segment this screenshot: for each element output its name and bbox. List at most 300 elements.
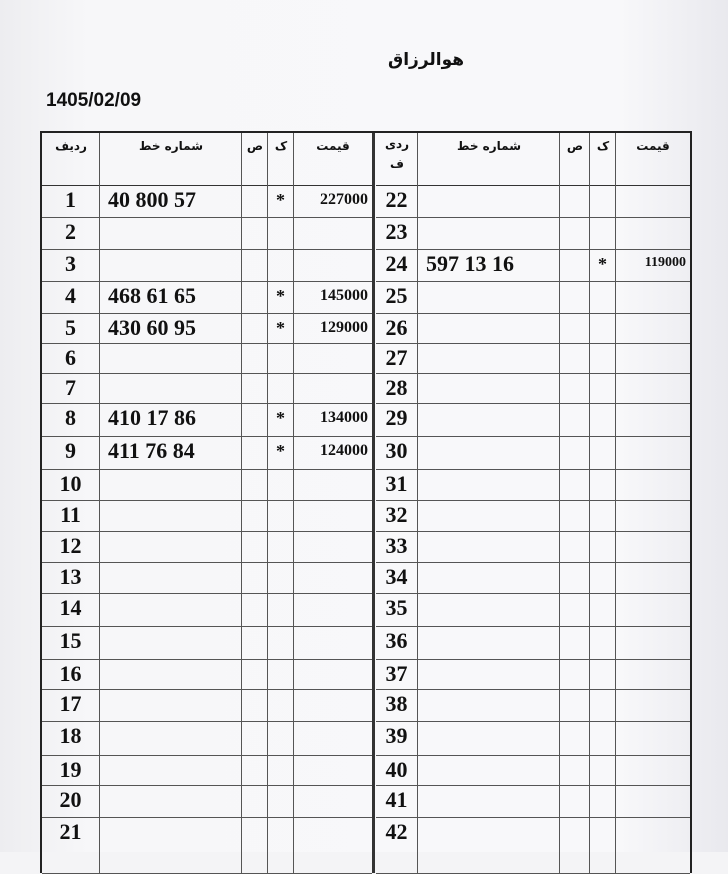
price-value: 129000 [320,319,368,336]
row-number: 25 [385,283,408,308]
k-cell [268,562,294,593]
row-number-cell [376,659,418,689]
price-cell [616,755,690,785]
price-cell [294,531,372,562]
row-number-cell [42,500,100,531]
header-k-right: ک [596,139,610,153]
line-number-cell [100,659,242,689]
row-number-cell [42,817,100,873]
s-cell [560,436,590,469]
k-cell [268,249,294,281]
row-number-cell [42,403,100,436]
price-cell [616,531,690,562]
row-number-cell [42,689,100,721]
price-cell [616,403,690,436]
mark-star: * [276,286,285,306]
row-number-cell [42,249,100,281]
s-cell [242,817,268,873]
table-row [376,531,690,563]
row-number: 34 [385,564,408,589]
header-line-number: شماره خط [138,139,204,153]
k-cell [268,689,294,721]
table-row [42,313,372,344]
header-k-cell-right [590,133,616,185]
s-cell [242,593,268,626]
mark-star: * [276,318,285,338]
row-number-cell [376,403,418,436]
s-cell [242,249,268,281]
row-number-cell [376,531,418,562]
k-cell [590,626,616,659]
table-row [376,469,690,501]
table-row [376,343,690,374]
price-cell [616,593,690,626]
price-cell [294,500,372,531]
mark-star: * [598,254,607,274]
table-row [42,249,372,282]
price-value: 145000 [320,287,368,304]
s-cell [560,659,590,689]
row-number-cell [376,817,418,873]
row-number: 6 [65,345,76,370]
table-row [376,281,690,314]
row-number-cell [376,689,418,721]
row-number-cell [42,721,100,755]
header-radif: رديف [55,139,87,153]
s-cell [242,500,268,531]
row-number: 29 [385,405,408,430]
s-cell [560,185,590,217]
k-cell [268,755,294,785]
row-number-cell [42,436,100,469]
table-row [376,626,690,660]
line-number-cell [418,659,560,689]
row-number-cell [42,281,100,313]
price-sheet-table [40,131,692,873]
table-row [376,373,690,404]
line-number-cell [100,217,242,249]
table-row [42,721,372,756]
k-cell [268,436,294,469]
row-number-cell [376,343,418,373]
row-number: 22 [385,187,408,212]
price-cell [294,755,372,785]
header-price-cell-right [616,133,690,185]
table-row [376,593,690,627]
table-row [42,659,372,690]
line-number-cell [418,281,560,313]
line-number-cell [100,500,242,531]
row-number-cell [376,436,418,469]
row-number: 37 [385,661,408,686]
row-number-cell [376,185,418,217]
line-number-cell [418,249,560,281]
line-number-cell [418,185,560,217]
s-cell [560,785,590,817]
line-number-cell [100,689,242,721]
s-cell [560,343,590,373]
table-row [42,217,372,250]
line-number-cell [100,755,242,785]
table-center-divider [372,133,375,873]
price-cell [294,185,372,217]
price-cell [616,343,690,373]
header-s-cell-right [560,133,590,185]
line-number-cell [100,626,242,659]
row-number: 8 [65,405,76,430]
table-row [42,562,372,594]
k-cell [268,500,294,531]
row-number: 32 [385,502,408,527]
k-cell [268,593,294,626]
table-row [42,500,372,532]
k-cell [590,593,616,626]
mark-star: * [276,190,285,210]
document-heading: هوالرزاق [388,50,465,70]
s-cell [560,500,590,531]
line-number: 410 17 86 [108,405,196,430]
table-row [376,217,690,250]
k-cell [590,373,616,403]
line-number-cell [100,721,242,755]
row-number: 15 [59,628,82,653]
row-number: 21 [59,819,82,844]
s-cell [560,593,590,626]
line-number-cell [100,785,242,817]
table-row [376,403,690,437]
k-cell [268,626,294,659]
header-line-number-right: شماره خط [456,139,522,153]
line-number-cell [418,500,560,531]
table-row [376,436,690,470]
row-number: 14 [59,595,82,620]
document-date: 1405/02/09 [46,90,142,111]
k-cell [268,659,294,689]
k-cell [268,343,294,373]
k-cell [590,343,616,373]
table-row [42,185,372,218]
s-cell [242,785,268,817]
row-number: 12 [59,533,82,558]
row-number: 5 [65,315,76,340]
row-number: 16 [59,661,82,686]
row-number: 26 [385,315,408,340]
s-cell [560,755,590,785]
s-cell [242,562,268,593]
line-number-cell [418,343,560,373]
row-number-cell [42,659,100,689]
k-cell [268,469,294,500]
header-radif-split-2: ف [390,157,404,171]
s-cell [560,562,590,593]
price-cell [616,373,690,403]
row-number-cell [376,313,418,343]
header-price: قيمت [316,139,350,153]
table-row [376,313,690,344]
line-number: 40 800 57 [108,187,196,212]
line-number-cell [418,689,560,721]
row-number: 33 [385,533,408,558]
s-cell [242,689,268,721]
price-cell [294,373,372,403]
line-number-cell [100,593,242,626]
price-cell [294,593,372,626]
price-cell [294,469,372,500]
s-cell [242,659,268,689]
s-cell [242,531,268,562]
row-number: 17 [59,691,82,716]
k-cell [268,785,294,817]
s-cell [242,343,268,373]
row-number: 31 [385,471,408,496]
line-number-cell [418,373,560,403]
table-row [376,659,690,690]
price-value: 124000 [320,442,368,459]
price-cell [616,313,690,343]
table-row [42,373,372,404]
row-number-cell [376,500,418,531]
s-cell [560,469,590,500]
s-cell [560,249,590,281]
s-cell [242,626,268,659]
header-s-right: ص [566,139,584,153]
k-cell [268,403,294,436]
k-cell [590,531,616,562]
price-cell [294,343,372,373]
k-cell [590,500,616,531]
k-cell [590,755,616,785]
row-number: 9 [65,438,76,463]
price-cell [294,721,372,755]
table-row [42,817,372,874]
k-cell [590,469,616,500]
row-number: 3 [65,251,76,276]
line-number: 430 60 95 [108,315,196,340]
line-number-cell [100,313,242,343]
table-row [42,593,372,627]
price-cell [294,817,372,873]
s-cell [242,373,268,403]
line-number-cell [100,469,242,500]
line-number: 468 61 65 [108,283,196,308]
s-cell [242,403,268,436]
row-number: 19 [59,757,82,782]
k-cell [268,721,294,755]
header-price-right: قيمت [636,139,670,153]
header-radif-split-cell [376,133,418,185]
row-number-cell [42,469,100,500]
line-number: 411 76 84 [108,438,195,463]
s-cell [560,721,590,755]
s-cell [560,403,590,436]
row-number: 41 [385,787,408,812]
table-row [376,500,690,532]
row-number: 11 [60,502,81,527]
k-cell [590,436,616,469]
s-cell [242,217,268,249]
row-number-cell [376,562,418,593]
table-row [376,185,690,218]
price-cell [616,721,690,755]
k-cell [590,689,616,721]
price-value: 227000 [320,191,368,208]
row-number: 10 [59,471,82,496]
s-cell [242,755,268,785]
k-cell [590,249,616,281]
price-cell [616,500,690,531]
price-cell [616,217,690,249]
s-cell [242,436,268,469]
table-row [376,817,690,874]
price-cell [616,562,690,593]
s-cell [560,313,590,343]
row-number: 4 [65,283,76,308]
table-row [42,785,372,818]
price-cell [616,689,690,721]
header-k-cell [268,133,294,185]
row-number: 1 [65,187,76,212]
price-cell [294,436,372,469]
price-cell [616,185,690,217]
price-value: 119000 [644,255,686,270]
table-row [42,626,372,660]
k-cell [590,313,616,343]
row-number: 18 [59,723,82,748]
price-cell [294,626,372,659]
price-cell [294,217,372,249]
row-number-cell [376,469,418,500]
row-number: 13 [59,564,82,589]
row-number-cell [42,593,100,626]
table-row [42,403,372,437]
price-cell [294,689,372,721]
s-cell [242,721,268,755]
price-cell [616,249,690,281]
s-cell [560,281,590,313]
line-number-cell [100,562,242,593]
price-cell [294,785,372,817]
s-cell [242,313,268,343]
right-header-row [376,133,690,186]
line-number-cell [100,373,242,403]
table-row [42,281,372,314]
row-number-cell [376,785,418,817]
price-cell [616,436,690,469]
price-cell [294,403,372,436]
table-row [42,469,372,501]
row-number-cell [42,217,100,249]
row-number-cell [42,373,100,403]
left-header-row [42,133,372,186]
header-price-cell [294,133,372,185]
price-cell [616,659,690,689]
s-cell [560,817,590,873]
row-number: 38 [385,691,408,716]
line-number-cell [100,185,242,217]
line-number-cell [100,817,242,873]
k-cell [590,185,616,217]
row-number-cell [42,562,100,593]
table-row [376,689,690,722]
price-cell [616,281,690,313]
row-number-cell [42,531,100,562]
row-number-cell [376,217,418,249]
header-line-number-cell-right [418,133,560,185]
table-row [376,721,690,756]
price-cell [294,313,372,343]
line-number-cell [418,593,560,626]
line-number-cell [100,343,242,373]
price-cell [294,659,372,689]
price-value: 134000 [320,409,368,426]
row-number: 36 [385,628,408,653]
row-number-cell [42,755,100,785]
line-number-cell [418,403,560,436]
line-number-cell [418,562,560,593]
row-number: 7 [65,375,76,400]
s-cell [242,469,268,500]
row-number: 40 [385,757,408,782]
k-cell [590,721,616,755]
line-number-cell [100,281,242,313]
row-number-cell [42,626,100,659]
row-number: 42 [385,819,408,844]
s-cell [242,185,268,217]
row-number-cell [376,626,418,659]
price-cell [616,785,690,817]
k-cell [268,185,294,217]
line-number-cell [100,249,242,281]
price-cell [294,562,372,593]
header-radif-split-1: ردی [384,137,410,151]
k-cell [268,817,294,873]
line-number: 597 13 16 [426,251,514,276]
price-cell [616,469,690,500]
s-cell [560,531,590,562]
table-row [42,531,372,563]
mark-star: * [276,441,285,461]
k-cell [590,817,616,873]
line-number-cell [418,721,560,755]
row-number: 39 [385,723,408,748]
k-cell [268,373,294,403]
line-number-cell [418,217,560,249]
header-s: ص [246,139,264,153]
price-cell [294,281,372,313]
header-radif-cell [42,133,100,185]
s-cell [560,217,590,249]
s-cell [560,373,590,403]
row-number-cell [42,185,100,217]
table-row [376,249,690,282]
table-row [42,343,372,374]
s-cell [560,626,590,659]
row-number-cell [376,249,418,281]
table-row [376,562,690,594]
line-number-cell [418,469,560,500]
row-number-cell [42,343,100,373]
line-number-cell [418,785,560,817]
line-number-cell [418,626,560,659]
row-number-cell [376,373,418,403]
k-cell [268,217,294,249]
line-number-cell [100,531,242,562]
line-number-cell [418,817,560,873]
k-cell [590,217,616,249]
table-row [42,436,372,470]
row-number: 28 [385,375,408,400]
s-cell [560,689,590,721]
